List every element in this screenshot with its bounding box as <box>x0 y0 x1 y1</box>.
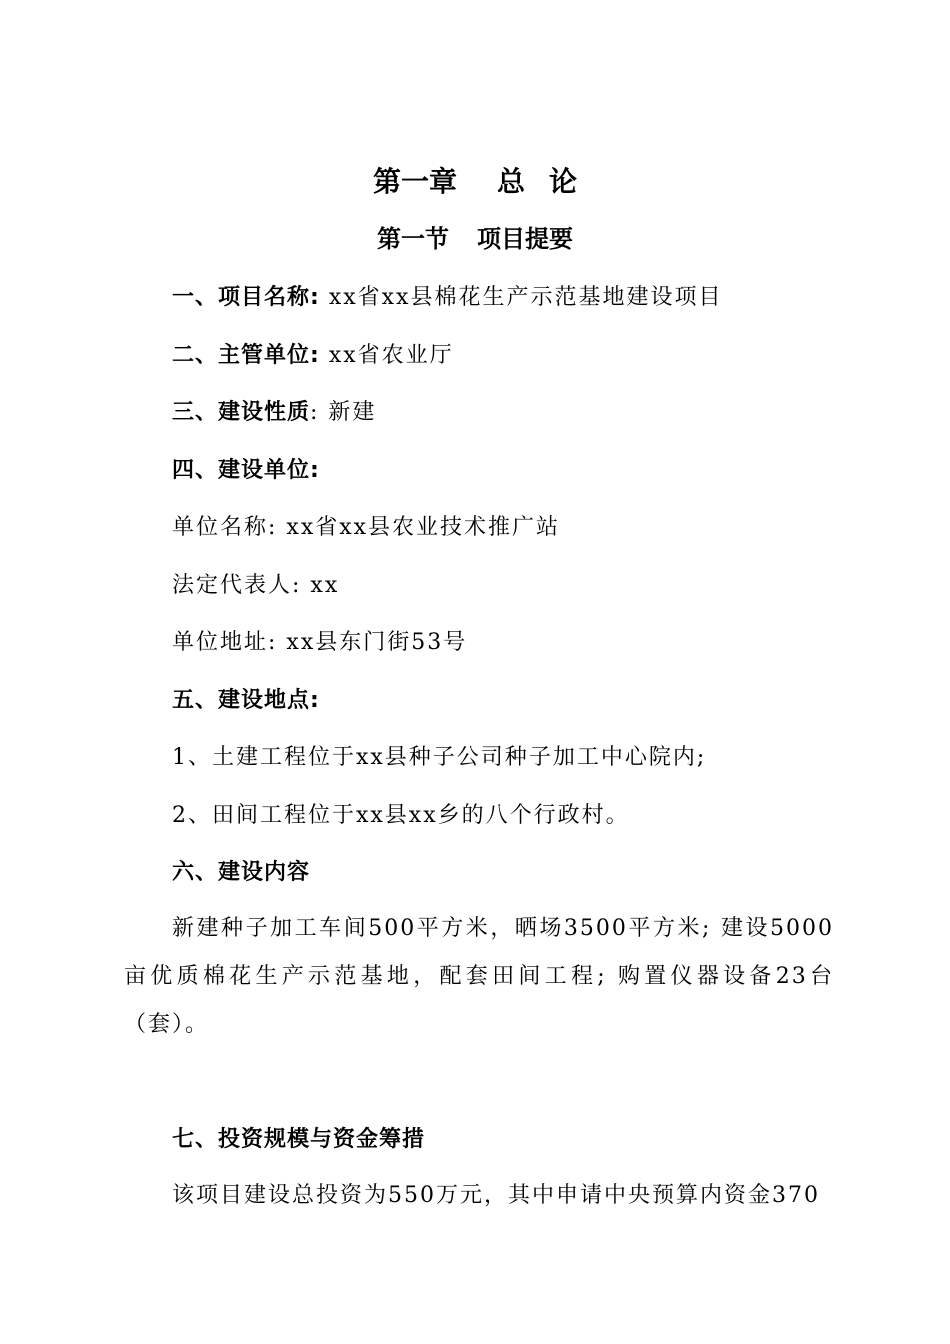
investment-paragraph: 该项目建设总投资为550万元，其中申请中央预算内资金370 <box>172 1183 820 1208</box>
builder-address-line: 单位地址: xx县东门街53号 <box>172 630 468 655</box>
item-supervising-unit <box>172 341 454 371</box>
item-builder-heading <box>172 456 320 486</box>
section-name: 项目提要 <box>477 225 573 253</box>
item-project-name-label: 一、项目名称: <box>172 285 320 310</box>
item-supervising-unit-value: xx省农业厅 <box>328 343 454 368</box>
site-line-2: 2、田间工程位于xx县xx乡的八个行政村。 <box>172 803 630 828</box>
item-project-name-value: xx省xx县棉花生产示范基地建设项目 <box>328 285 723 310</box>
item-construction-nature <box>172 398 376 428</box>
builder-name-line: 单位名称: xx省xx县农业技术推广站 <box>172 515 561 540</box>
item-builder-label: 四、建设单位: <box>172 458 320 483</box>
chapter-word-1: 总 <box>496 165 525 198</box>
item-construction-nature-value: : 新建 <box>310 400 377 425</box>
builder-representative-line: 法定代表人: xx <box>172 573 340 598</box>
chapter-title <box>0 164 950 200</box>
item-project-name <box>172 283 722 313</box>
section-title <box>0 223 950 255</box>
item-content-heading <box>172 858 310 888</box>
site-line-1: 1、土建工程位于xx县种子公司种子加工中心院内; <box>172 745 707 770</box>
item-investment-heading <box>172 1125 425 1155</box>
item-investment-label: 七、投资规模与资金筹措 <box>172 1127 426 1152</box>
item-site-heading <box>172 686 320 716</box>
item-content-label: 六、建设内容 <box>172 860 311 885</box>
content-paragraph: 新建种子加工车间500平方米，晒场3500平方米; 建设5000亩优质棉花生产示范基地，配套田间工程; 购置仪器设备23台（套）。 <box>124 916 834 1037</box>
chapter-number: 第一章 <box>372 165 457 198</box>
section-number: 第一节 <box>377 225 449 253</box>
chapter-word-2: 论 <box>549 165 578 198</box>
item-construction-nature-label: 三、建设性质 <box>172 400 311 425</box>
item-supervising-unit-label: 二、主管单位: <box>172 343 320 368</box>
item-site-label: 五、建设地点: <box>172 688 320 713</box>
